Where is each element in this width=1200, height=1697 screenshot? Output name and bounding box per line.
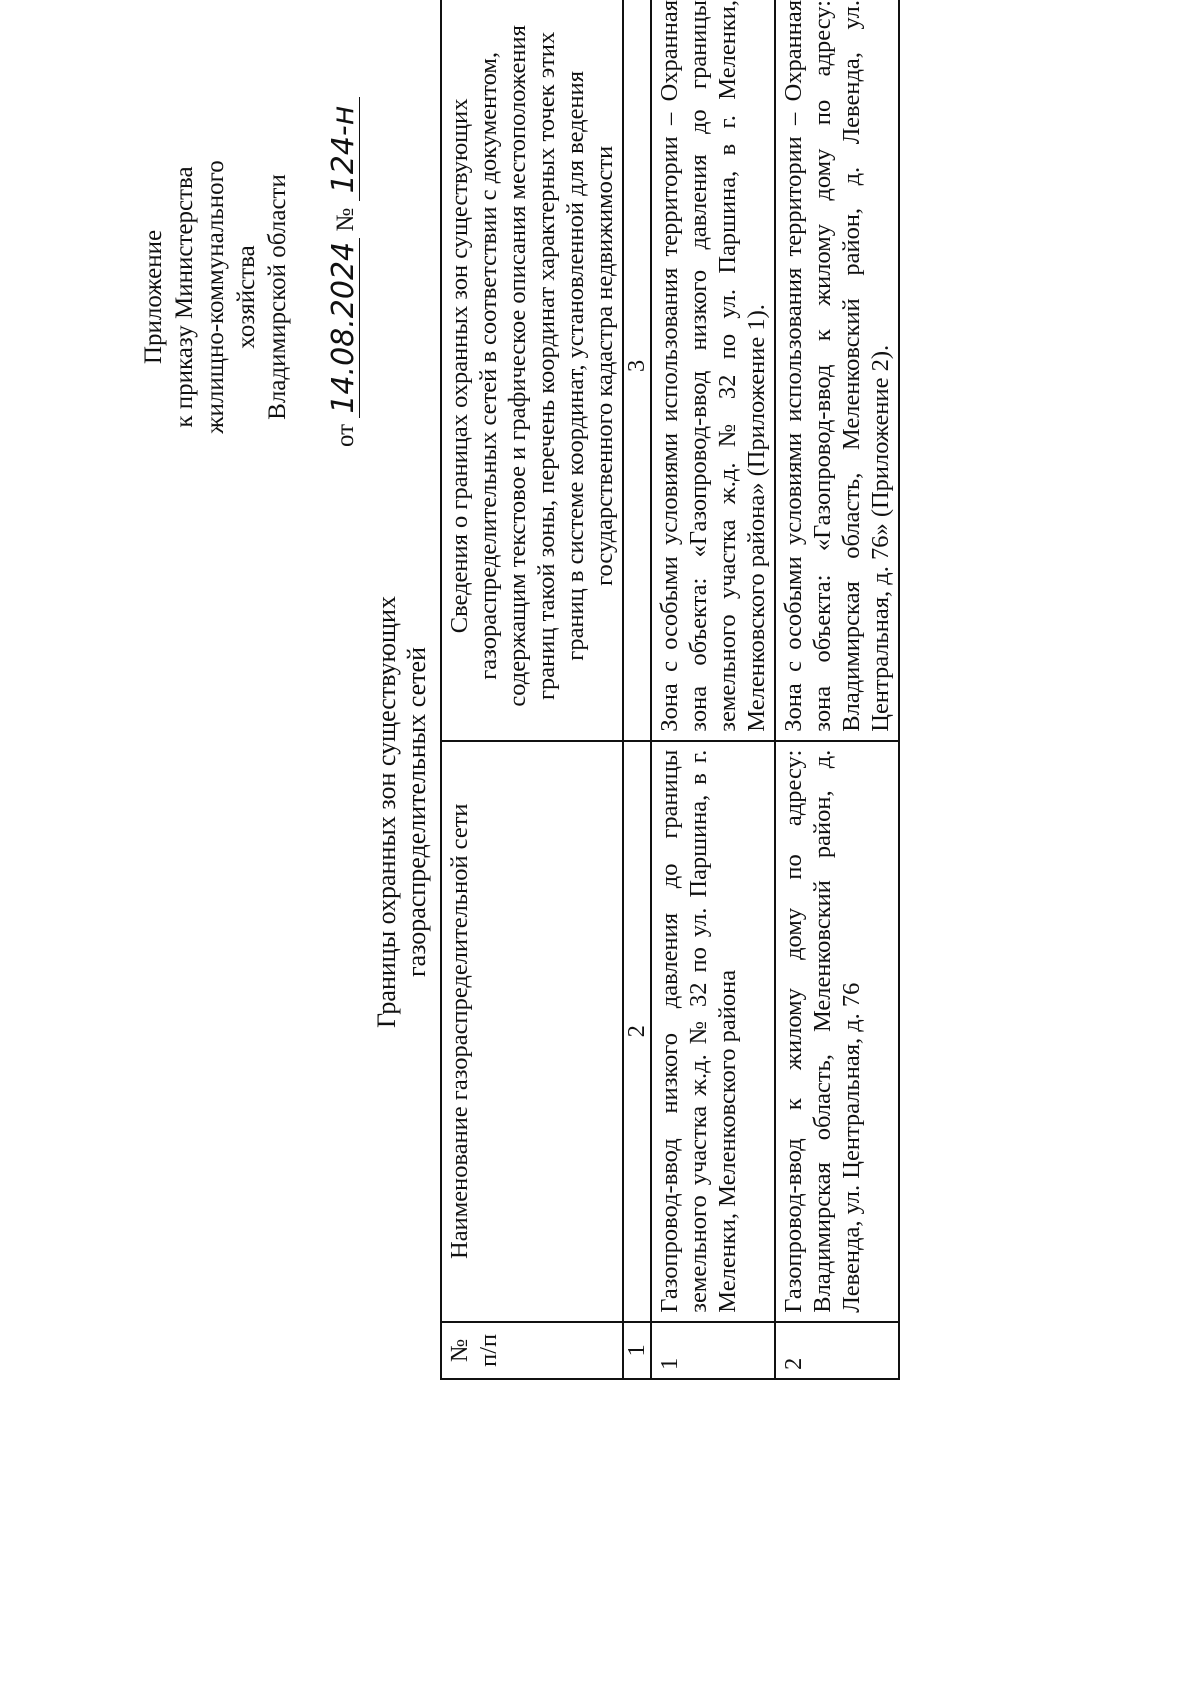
approval-line-appendix: Приложение: [140, 229, 167, 365]
row-network-name: Газопровод-ввод низкого давления до границы земельного участка ж.д. № 32 по ул. Паршина, в г. Меленки, Меленковского района: [651, 741, 775, 1322]
header-zone-info: Сведения о границах охранных зон существующих газораспределительных сетей в соответствии с документом, содержащим текстовое и графическое описания местоположения границ такой зоны, перечень координат характерных точек этих границ в системе координат, установленной для ведения государственного кадастра недвижимости: [441, 0, 623, 741]
header-number: № п/п: [441, 1322, 623, 1379]
approval-line-order: к приказу Министерства: [171, 166, 198, 428]
document-title-line-1: Границы охранных зон существующих: [372, 596, 401, 1028]
approval-block: [138, 105, 361, 467]
approval-date-line: [326, 105, 361, 467]
row-network-name: Газопровод-ввод к жилому дому по адресу: Владимирская область, Меленковский район, д. Левенда, ул. Центральная, д. 76: [775, 741, 899, 1322]
handwritten-order-number: 124-н: [329, 98, 360, 202]
column-index-1: 1: [623, 1322, 651, 1379]
handwritten-date: 14.08.2024: [329, 238, 360, 418]
approval-line-ministry: жилищно-коммунального хозяйства: [202, 160, 260, 434]
row-number: 2: [775, 1322, 899, 1379]
header-network-name: Наименование газораспределительной сети: [441, 741, 623, 1322]
row-zone-info: Зона с особыми условиями использования территории – Охранная зона объекта: «Газопровод-ввод низкого давления до границы земельного участка ж.д. № 32 по ул. Паршина, в г. Меленки, Меленковского района» (Приложение 1).: [651, 0, 775, 741]
number-sign: №: [332, 207, 359, 232]
row-number: 1: [651, 1322, 775, 1379]
table-header-row: [441, 0, 623, 1379]
column-index-row: [623, 0, 651, 1379]
protection-zones-table: [440, 0, 900, 1380]
table-row: [775, 0, 899, 1379]
document-title-line-2: газораспределительных сетей: [402, 647, 431, 978]
row-zone-info: Зона с особыми условиями использования территории – Охранная зона объекта: «Газопровод-ввод к жилому дому по адресу: Владимирская область, Меленковский район, д. Левенда, ул. Центральная, д. 76» (Приложение 2).: [775, 0, 899, 741]
document-title: [372, 262, 432, 1362]
column-index-3: 3: [623, 0, 651, 741]
table-row: [651, 0, 775, 1379]
column-index-2: 2: [623, 741, 651, 1322]
date-prefix: от: [332, 423, 359, 447]
approval-line-region: Владимирской области: [264, 174, 291, 420]
